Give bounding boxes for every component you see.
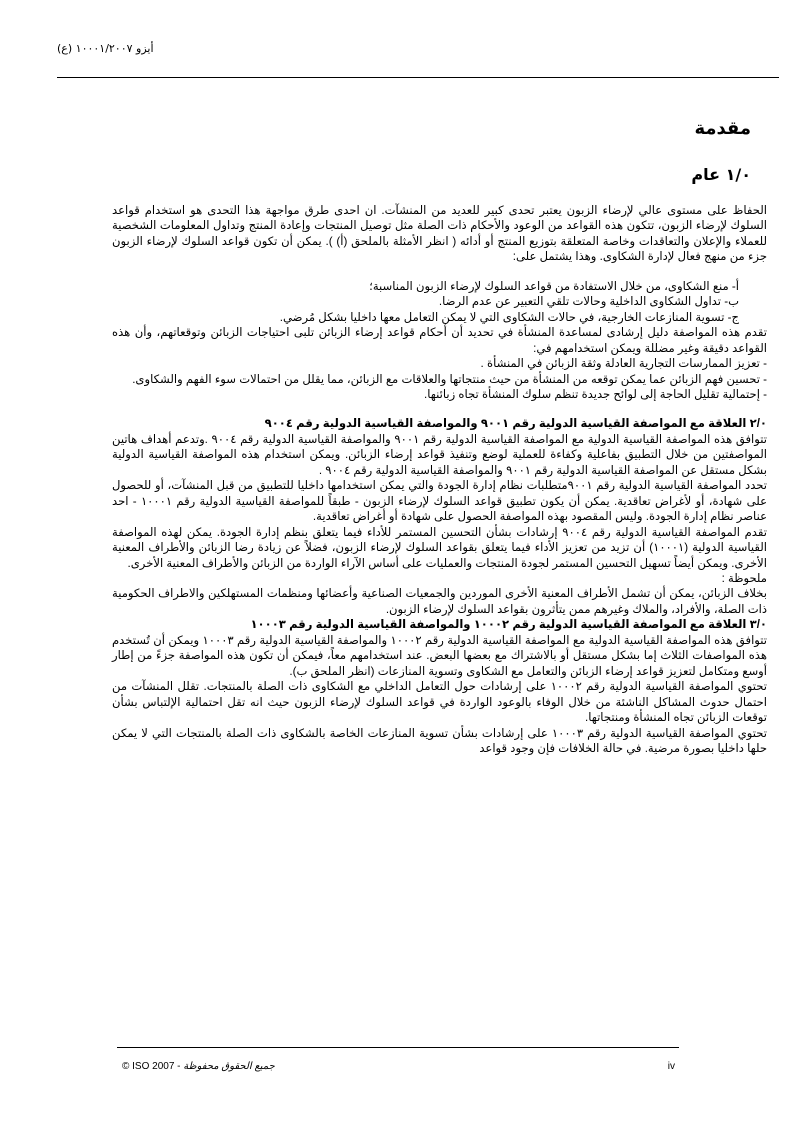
page-number: iv (667, 1061, 675, 1072)
section-3-heading: ٣/٠ العلاقة مع المواصفة القياسية الدولية رقم ١٠٠٠٢ والمواصفة القياسية الدولية رقم ١٠٠٠٣ (250, 618, 767, 632)
section-2-paragraph: تتوافق هذه المواصفة القياسية الدولية مع المواصفة القياسية الدولية رقم ٩٠٠١ والمواصفة القياسية الدولية رقم ٩٠٠٤ .وتدعم أهداف هاتين المواصفتين من خلال التطبيق بفاعلية وكفاءة للعملية لوضع وتنفيذ قواعد إرضاء الزبائن. ويمكن استخدام هذه المواصفة القياسية الدولية بشكل مستقل عن المواصفة القياسية الدولية رقم ٩٠٠١ والمواصفة القياسية الدولية رقم ٩٠٠٤ . (112, 432, 767, 477)
section-3-paragraph: تتوافق هذه المواصفة القياسية الدولية مع المواصفة القياسية الدولية رقم ١٠٠٠٢ والمواصفة القياسية الدولية رقم ١٠٠٠٣ ويمكن أن تُستخدم هذه المواصفات الثلاث إما بشكل مستقل أو بالاشتراك مع بعضها البعض. عند استخدامهم معاً، فيمكن أن تكون هذه المواصفة جزءً من إطار أوسع ومتكامل لتعزيز قواعد إرضاء الزبائن والتعامل مع الشكاوى وتسوية المنازعات (انظر الملحق ب). (112, 633, 767, 678)
list-item: ج- تسوية المنازعات الخارجية، في حالات الشكاوى التي لا يمكن التعامل معها داخليا بشكل مُرضي. (279, 310, 739, 324)
list-item: - تعزيز الممارسات التجارية العادلة وثقة الزبائن في المنشأة . (480, 357, 767, 371)
section-3-paragraph: تحتوي المواصفة القياسية الدولية رقم ١٠٠٠٣ على إرشادات بشأن تسوية المنازعات الخاصة بالشكاوى ذات الصلة بالمنتجات التي لا يمكن حلها داخليا بصورة مرضية. في حالة الخلافات فإن وجود قواعد (112, 726, 767, 755)
section-1-paragraph: تقدم هذه المواصفة دليل إرشادى لمساعدة المنشأة في تحديد أن أحكام قواعد إرضاء الزبائن تلبى احتياجات الزبائن وتوقعاتهم، وأن هذه القواعد دقيقة وغير مضللة ويمكن استخدامهم في: (112, 326, 767, 355)
note-label: ملحوظة : (721, 571, 767, 585)
list-item: - تحسين فهم الزبائن عما يمكن توقعه من المنشأة من حيث منتجاتها والعلاقات مع الزبائن، مما يقلل من احتمالات سوء الفهم والشكاوى. (132, 372, 767, 386)
spacer (112, 265, 767, 279)
footer-divider (117, 1047, 679, 1048)
section-3-paragraph: تحتوي المواصفة القياسية الدولية رقم ١٠٠٠٢ على إرشادات حول التعامل الداخلي مع الشكاوى ذات الصلة بالمنتجات. تقلل المنشآت من احتمال حدوث المشاكل الناشئة من خلال الوفاء بالوعود الواردة في قواعد السلوك لإرضاء الزبون حيث انه تقل احتمالية الإلتباس بشأن توقعات الزبائن تجاه المنشأة ومنتجاتها. (112, 680, 768, 725)
list-item: أ- منع الشكاوى، من خلال الاستفادة من قواعد السلوك لإرضاء الزبون المناسبة؛ (369, 279, 739, 293)
copyright-text: © ISO 2007 (122, 1061, 175, 1072)
section-1-heading: ١/٠ عام (691, 165, 751, 184)
footer-separator: - (174, 1061, 184, 1072)
list-item: ب- تداول الشكاوى الداخلية وحالات تلقي التعبير عن عدم الرضا. (438, 295, 739, 309)
rights-text: جميع الحقوق محفوظة (183, 1061, 275, 1072)
header-reference: أيزو ١٠٠٠١/٢٠٠٧ (ع) (57, 42, 154, 55)
note-text: بخلاف الزبائن، يمكن أن تشمل الأطراف المعنية الأخرى الموردين والجمعيات الصناعية وأعضائها ومنظمات المستهلكين والاطراف الحكومية ذات الصلة، والأفراد، والملاك وغيرهم ممن يتأثرون بقواعد السلوك لإرضاء الزبون. (112, 587, 767, 616)
section-2-paragraph: تقدم المواصفة القياسية الدولية رقم ٩٠٠٤ إرشادات بشأن التحسين المستمر للأداء فيما يتعلق بنظم إدارة الجودة. يمكن لهذه المواصفة القياسية الدولية (١٠٠٠١) أن تزيد من تعزيز الأداء فيما يتعلق بقواعد السلوك لإرضاء الزبون، فضلاً عن زيادة رضا الزبائن والأطراف المعنية الأخرى. ويمكن أيضاً تسهيل التحسين المستمر لجودة المنتجات والعمليات على أساس الآراء الواردة من الزبائن والأطراف المعنية الأخرى. (112, 525, 767, 570)
spacer (112, 402, 767, 416)
section-1-paragraph: الحفاظ على مستوى عالي لإرضاء الزبون يعتبر تحدى كبير للعديد من المنشآت. ان احدى طرق مواجهة هذا التحدى هو استخدام قواعد السلوك لإرضاء الزبون، تتكون هذه القواعد من الوعود والأحكام ذات الصلة مثل توصيل المنتجات وإعادة المنتج وتداول المعلومات الشخصية للعملاء والإعلان والتعاقدات وخاصة المتعلقة بتوزيع المنتج أو أدائه ( انظر الأمثلة بالملحق (أ) ). يمكن أن تكون قواعد السلوك لإرضاء الزبون جزء من منهج فعال لإدارة الشكاوى. وهذا يشتمل على: (112, 204, 767, 264)
document-body (112, 203, 767, 756)
page-title: مقدمة (694, 118, 751, 139)
list-item: - إحتمالية تقليل الحاجة إلى لوائح جديدة تنظم سلوك المنشأة تجاه زبائنها. (424, 387, 767, 401)
section-2-heading: ٢/٠ العلاقة مع المواصفة القياسية الدولية رقم ٩٠٠١ والمواصفة القياسية الدولية رقم ٩٠٠٤ (264, 417, 767, 431)
footer-copyright (122, 1061, 275, 1072)
header-divider (57, 77, 779, 78)
section-2-paragraph: تحدد المواصفة القياسية الدولية رقم ٩٠٠١متطلبات نظام إدارة الجودة والتي يمكن استخدامها داخليا للتطبيق من قبل المنشآت، أو للحصول على شهادة، أو لأغراض تعاقدية. يمكن أن يكون تطبيق قواعد السلوك لإرضاء الزبون - طبقاً للمواصفة القياسية الدولية رقم ١٠٠٠١ - احد عناصر نظام إدارة الجودة. وليس المقصود بهذه المواصفة الحصول على شهادة أو أغراض تعاقدية. (112, 479, 768, 524)
complaints-list (112, 279, 767, 325)
